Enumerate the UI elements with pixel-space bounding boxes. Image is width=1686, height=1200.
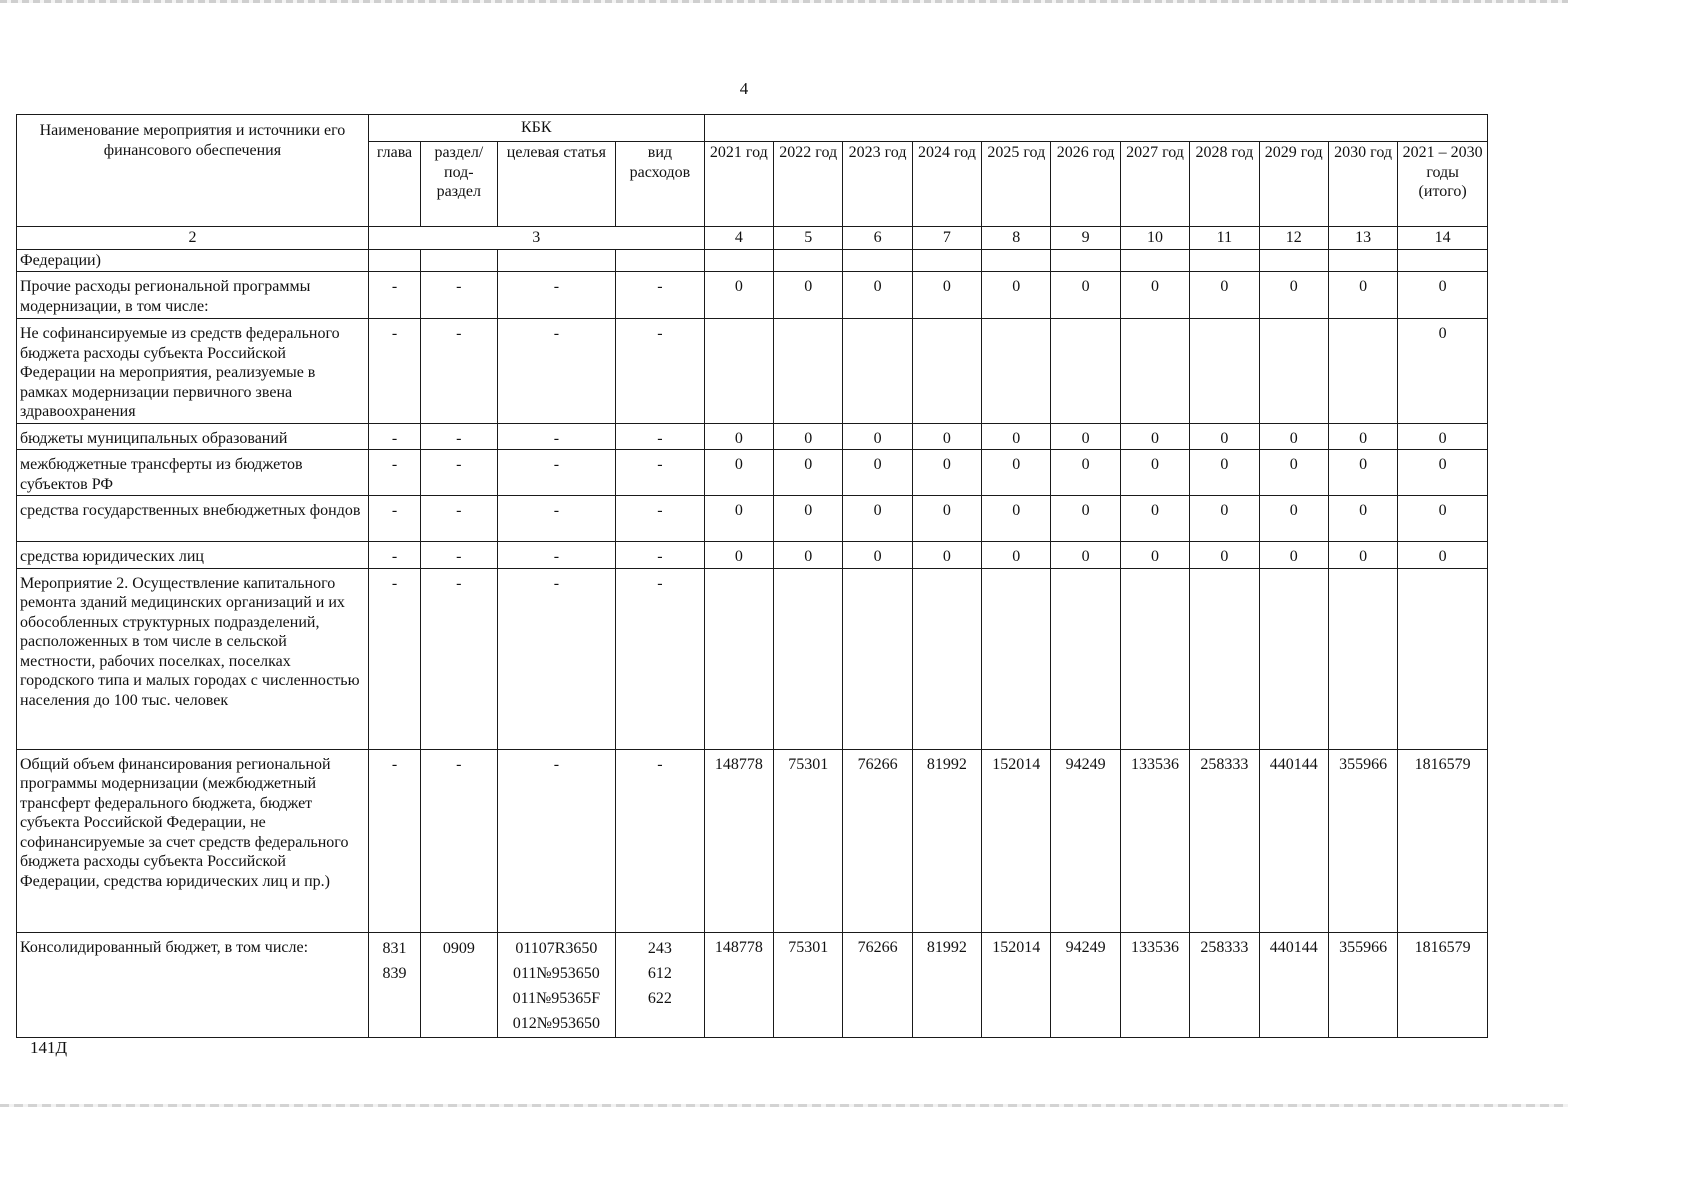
value-cell: 0 bbox=[1398, 423, 1488, 450]
celevaya-cell: - bbox=[497, 568, 616, 749]
row-name: Мероприятие 2. Осуществление капитального ремонта зданий медицинских организаций и их обособленных структурных подразделений, расположенных в том числе в сельской местности, рабочих поселках, поселках городского типа и малых городах с численностью населения до 100 тыс. человек bbox=[17, 568, 369, 749]
header-vid: вид расходов bbox=[616, 142, 705, 227]
header-year: 2021 год bbox=[704, 142, 773, 227]
value-cell bbox=[1259, 319, 1328, 424]
value-cell bbox=[843, 249, 912, 272]
value-cell: 0 bbox=[912, 542, 981, 569]
celevaya-cell bbox=[497, 249, 616, 272]
numbering-cell: 7 bbox=[912, 227, 981, 250]
value-cell: 355966 bbox=[1328, 749, 1397, 932]
header-kbk: КБК bbox=[368, 115, 704, 142]
financing-table bbox=[16, 114, 1488, 1038]
value-cell: 0 bbox=[982, 272, 1051, 319]
vid-cell: - bbox=[616, 496, 705, 542]
celevaya-cell: - bbox=[497, 542, 616, 569]
value-cell: 0 bbox=[982, 423, 1051, 450]
razdel-cell: - bbox=[421, 272, 497, 319]
value-cell: 0 bbox=[1259, 496, 1328, 542]
value-cell: 1816579 bbox=[1398, 932, 1488, 1037]
footer-code: 141Д bbox=[30, 1038, 68, 1057]
value-cell: 76266 bbox=[843, 932, 912, 1037]
value-cell: 0 bbox=[704, 423, 773, 450]
value-cell bbox=[774, 249, 843, 272]
table-row bbox=[17, 423, 1488, 450]
value-cell: 0 bbox=[1328, 272, 1397, 319]
vid-cell: - bbox=[616, 450, 705, 496]
table-row bbox=[17, 272, 1488, 319]
value-cell bbox=[1328, 319, 1397, 424]
value-cell: 0 bbox=[1051, 423, 1120, 450]
glava-cell: 831 839 bbox=[368, 932, 420, 1037]
value-cell: 0 bbox=[1120, 272, 1189, 319]
numbering-cell: 12 bbox=[1259, 227, 1328, 250]
scan-edge-top bbox=[0, 0, 1568, 3]
value-cell bbox=[1051, 568, 1120, 749]
row-name: бюджеты муниципальных образований bbox=[17, 423, 369, 450]
value-cell: 0 bbox=[1398, 450, 1488, 496]
celevaya-cell: - bbox=[497, 272, 616, 319]
data-rows bbox=[17, 249, 1488, 932]
numbering-cell: 2 bbox=[17, 227, 369, 250]
celevaya-cell: - bbox=[497, 496, 616, 542]
value-cell: 0 bbox=[1120, 542, 1189, 569]
header-glava: глава bbox=[368, 142, 420, 227]
page-number: 4 bbox=[739, 79, 749, 98]
vid-cell bbox=[616, 249, 705, 272]
scan-edge-bottom bbox=[0, 1104, 1568, 1107]
value-cell: 148778 bbox=[704, 932, 773, 1037]
value-cell: 0 bbox=[1398, 272, 1488, 319]
glava-cell: - bbox=[368, 542, 420, 569]
value-cell: 440144 bbox=[1259, 749, 1328, 932]
table-row bbox=[17, 568, 1488, 749]
razdel-cell: - bbox=[421, 749, 497, 932]
header-year: 2023 год bbox=[843, 142, 912, 227]
row-name: Общий объем финансирования региональной программы модернизации (межбюджетный трансферт федерального бюджета, бюджет субъекта Российской Федерации, не софинансируемые за счет средств федерального бюджета расходы субъекта Российской Федерации, средства юридических лиц и пр.) bbox=[17, 749, 369, 932]
header-year: 2024 год bbox=[912, 142, 981, 227]
value-cell: 0 bbox=[1120, 496, 1189, 542]
header-year: 2028 год bbox=[1190, 142, 1259, 227]
table-row bbox=[17, 450, 1488, 496]
value-cell bbox=[982, 249, 1051, 272]
celevaya-cell: - bbox=[497, 450, 616, 496]
header-year: 2027 год bbox=[1120, 142, 1189, 227]
value-cell bbox=[843, 319, 912, 424]
value-cell: 76266 bbox=[843, 749, 912, 932]
vid-cell: - bbox=[616, 272, 705, 319]
value-cell: 0 bbox=[912, 272, 981, 319]
value-cell: 0 bbox=[843, 272, 912, 319]
header-year: 2025 год bbox=[982, 142, 1051, 227]
value-cell: 0 bbox=[1398, 542, 1488, 569]
value-cell: 355966 bbox=[1328, 932, 1397, 1037]
glava-cell: - bbox=[368, 319, 420, 424]
numbering-cell: 11 bbox=[1190, 227, 1259, 250]
value-cell: 94249 bbox=[1051, 749, 1120, 932]
value-cell bbox=[704, 319, 773, 424]
value-cell: 0 bbox=[1120, 450, 1189, 496]
numbering-cell: 5 bbox=[774, 227, 843, 250]
value-cell bbox=[912, 249, 981, 272]
vid-cell: 243 612 622 bbox=[616, 932, 705, 1037]
value-cell: 0 bbox=[1259, 423, 1328, 450]
value-cell bbox=[912, 568, 981, 749]
glava-cell bbox=[368, 249, 420, 272]
razdel-cell: - bbox=[421, 568, 497, 749]
row-name: Федерации) bbox=[17, 249, 369, 272]
table-row bbox=[17, 932, 1488, 1037]
value-cell: 148778 bbox=[704, 749, 773, 932]
row-name: Консолидированный бюджет, в том числе: bbox=[17, 932, 369, 1037]
value-cell bbox=[1190, 319, 1259, 424]
value-cell: 0 bbox=[1259, 542, 1328, 569]
value-cell: 0 bbox=[774, 542, 843, 569]
value-cell: 133536 bbox=[1120, 749, 1189, 932]
vid-cell: - bbox=[616, 319, 705, 424]
header-year: 2026 год bbox=[1051, 142, 1120, 227]
value-cell: 0 bbox=[774, 496, 843, 542]
value-cell bbox=[1190, 568, 1259, 749]
razdel-cell: 0909 bbox=[421, 932, 497, 1037]
numbering-cell: 8 bbox=[982, 227, 1051, 250]
glava-cell: - bbox=[368, 749, 420, 932]
value-cell bbox=[843, 568, 912, 749]
razdel-cell: - bbox=[421, 423, 497, 450]
value-cell: 258333 bbox=[1190, 749, 1259, 932]
value-cell: 258333 bbox=[1190, 932, 1259, 1037]
value-cell: 0 bbox=[1051, 272, 1120, 319]
value-cell bbox=[704, 249, 773, 272]
glava-cell: - bbox=[368, 272, 420, 319]
header-years-group bbox=[704, 115, 1487, 142]
celevaya-cell: - bbox=[497, 319, 616, 424]
value-cell bbox=[1051, 249, 1120, 272]
value-cell: 0 bbox=[704, 450, 773, 496]
value-cell: 0 bbox=[912, 450, 981, 496]
value-cell bbox=[1259, 568, 1328, 749]
celevaya-cell: - bbox=[497, 423, 616, 450]
vid-cell: - bbox=[616, 423, 705, 450]
value-cell bbox=[1398, 568, 1488, 749]
value-cell: 0 bbox=[774, 423, 843, 450]
table-row bbox=[17, 542, 1488, 569]
header-celevaya: целевая статья bbox=[497, 142, 616, 227]
razdel-cell: - bbox=[421, 496, 497, 542]
table-row bbox=[17, 749, 1488, 932]
value-cell: 81992 bbox=[912, 749, 981, 932]
value-cell: 75301 bbox=[774, 932, 843, 1037]
value-cell: 0 bbox=[843, 496, 912, 542]
value-cell: 152014 bbox=[982, 749, 1051, 932]
vid-cell: - bbox=[616, 749, 705, 932]
row-name: средства юридических лиц bbox=[17, 542, 369, 569]
vid-cell: - bbox=[616, 542, 705, 569]
value-cell: 0 bbox=[1398, 319, 1488, 424]
value-cell: 0 bbox=[1259, 272, 1328, 319]
value-cell: 0 bbox=[1190, 542, 1259, 569]
row-name: Прочие расходы региональной программы модернизации, в том числе: bbox=[17, 272, 369, 319]
vid-cell: - bbox=[616, 568, 705, 749]
value-cell: 0 bbox=[1051, 450, 1120, 496]
razdel-cell: - bbox=[421, 319, 497, 424]
razdel-cell bbox=[421, 249, 497, 272]
value-cell bbox=[1120, 319, 1189, 424]
header-total: 2021 – 2030 годы (итого) bbox=[1398, 142, 1488, 227]
value-cell: 81992 bbox=[912, 932, 981, 1037]
glava-cell: - bbox=[368, 450, 420, 496]
value-cell: 152014 bbox=[982, 932, 1051, 1037]
razdel-cell: - bbox=[421, 542, 497, 569]
value-cell: 0 bbox=[982, 542, 1051, 569]
numbering-cell: 9 bbox=[1051, 227, 1120, 250]
value-cell: 0 bbox=[1051, 542, 1120, 569]
value-cell: 0 bbox=[1190, 423, 1259, 450]
table-row bbox=[17, 496, 1488, 542]
value-cell bbox=[1120, 568, 1189, 749]
value-cell bbox=[982, 319, 1051, 424]
value-cell: 0 bbox=[1190, 450, 1259, 496]
row-name: Не софинансируемые из средств федерального бюджета расходы субъекта Российской Федерации на мероприятия, реализуемые в рамках модернизации первичного звена здравоохранения bbox=[17, 319, 369, 424]
value-cell bbox=[982, 568, 1051, 749]
value-cell: 0 bbox=[1051, 496, 1120, 542]
value-cell: 0 bbox=[1328, 450, 1397, 496]
value-cell: 0 bbox=[843, 423, 912, 450]
value-cell bbox=[1120, 249, 1189, 272]
value-cell: 0 bbox=[704, 496, 773, 542]
value-cell: 0 bbox=[1328, 496, 1397, 542]
value-cell: 0 bbox=[1259, 450, 1328, 496]
table-row bbox=[17, 249, 1488, 272]
value-cell bbox=[1328, 249, 1397, 272]
value-cell: 0 bbox=[912, 496, 981, 542]
value-cell: 0 bbox=[1120, 423, 1189, 450]
value-cell bbox=[912, 319, 981, 424]
header-name-col: Наименование мероприятия и источники его финансового обеспечения bbox=[17, 115, 369, 227]
value-cell: 0 bbox=[774, 272, 843, 319]
numbering-cell: 6 bbox=[843, 227, 912, 250]
value-cell bbox=[704, 568, 773, 749]
value-cell: 1816579 bbox=[1398, 749, 1488, 932]
numbering-cell: 10 bbox=[1120, 227, 1189, 250]
value-cell bbox=[1051, 319, 1120, 424]
value-cell: 0 bbox=[1398, 496, 1488, 542]
header-year: 2029 год bbox=[1259, 142, 1328, 227]
value-cell: 0 bbox=[1328, 542, 1397, 569]
numbering-cell: 14 bbox=[1398, 227, 1488, 250]
value-cell bbox=[774, 568, 843, 749]
celevaya-cell: 01107R3650 011№953650 011№95365F 012№953650 bbox=[497, 932, 616, 1037]
value-cell: 0 bbox=[1328, 423, 1397, 450]
header-razdel: раздел/ под-раздел bbox=[421, 142, 497, 227]
value-cell bbox=[774, 319, 843, 424]
value-cell: 0 bbox=[982, 450, 1051, 496]
table-row bbox=[17, 319, 1488, 424]
value-cell: 0 bbox=[982, 496, 1051, 542]
value-cell bbox=[1328, 568, 1397, 749]
glava-cell: - bbox=[368, 568, 420, 749]
value-cell: 75301 bbox=[774, 749, 843, 932]
value-cell: 133536 bbox=[1120, 932, 1189, 1037]
value-cell: 440144 bbox=[1259, 932, 1328, 1037]
glava-cell: - bbox=[368, 423, 420, 450]
value-cell bbox=[1259, 249, 1328, 272]
value-cell bbox=[1398, 249, 1488, 272]
glava-cell: - bbox=[368, 496, 420, 542]
header-year: 2030 год bbox=[1328, 142, 1397, 227]
value-cell: 0 bbox=[843, 542, 912, 569]
value-cell: 0 bbox=[912, 423, 981, 450]
value-cell: 0 bbox=[1190, 496, 1259, 542]
numbering-cell: 3 bbox=[368, 227, 704, 250]
celevaya-cell: - bbox=[497, 749, 616, 932]
numbering-cell: 13 bbox=[1328, 227, 1397, 250]
row-name: межбюджетные трансферты из бюджетов субъектов РФ bbox=[17, 450, 369, 496]
value-cell: 0 bbox=[1190, 272, 1259, 319]
value-cell bbox=[1190, 249, 1259, 272]
value-cell: 0 bbox=[704, 542, 773, 569]
value-cell: 0 bbox=[704, 272, 773, 319]
numbering-cell: 4 bbox=[704, 227, 773, 250]
value-cell: 0 bbox=[774, 450, 843, 496]
value-cell: 0 bbox=[843, 450, 912, 496]
value-cell: 94249 bbox=[1051, 932, 1120, 1037]
header-year: 2022 год bbox=[774, 142, 843, 227]
razdel-cell: - bbox=[421, 450, 497, 496]
row-name: средства государственных внебюджетных фондов bbox=[17, 496, 369, 542]
